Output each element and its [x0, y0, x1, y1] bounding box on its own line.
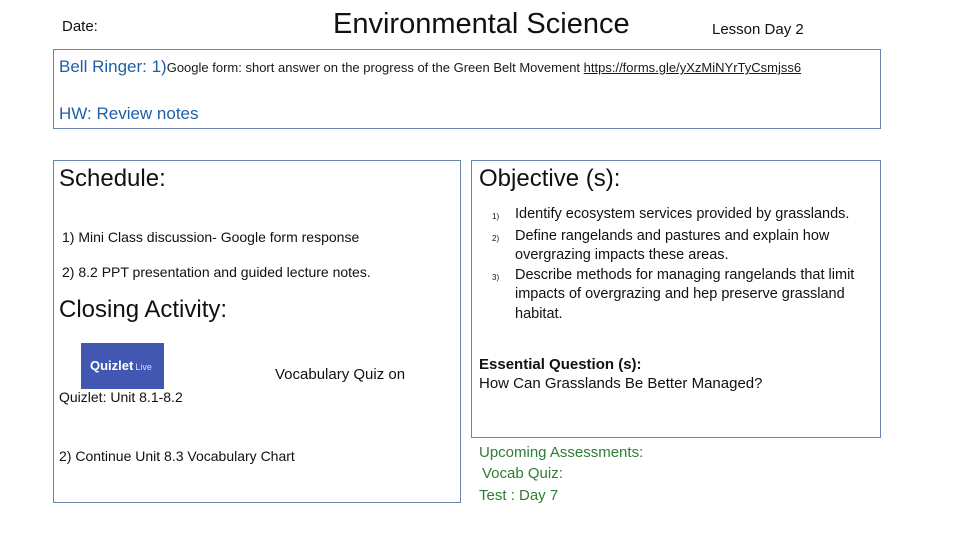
continue-chart-text: 2) Continue Unit 8.3 Vocabulary Chart: [59, 448, 295, 464]
schedule-item: 2) 8.2 PPT presentation and guided lecture notes.: [62, 264, 371, 280]
objective-item: [492, 227, 882, 266]
objectives-title: Objective (s):: [479, 165, 621, 192]
objective-text: Describe methods for managing rangelands that limit impacts of overgrazing and hep preserve grassland habitat.: [515, 266, 855, 322]
objective-number: 2): [492, 233, 500, 243]
quizlet-logo-live: Live: [135, 362, 152, 372]
bell-ringer-number: 1): [146, 57, 167, 76]
bell-ringer: [59, 57, 801, 77]
upcoming-test: Test : Day 7: [479, 487, 559, 504]
objectives-list: [492, 205, 882, 324]
upcoming-assessments-heading: Upcoming Assessments:: [479, 444, 644, 461]
objective-item: [492, 266, 882, 325]
quizlet-logo: [81, 343, 164, 389]
quizlet-unit-text: Quizlet: Unit 8.1-8.2: [59, 389, 183, 405]
lesson-day: Lesson Day 2: [712, 21, 804, 38]
objective-number: 1): [492, 212, 500, 221]
bell-ringer-text: Google form: short answer on the progress of the Green Belt Movement: [166, 60, 584, 75]
homework-text: HW: Review notes: [59, 104, 199, 123]
essential-question-heading: Essential Question (s):: [479, 356, 642, 373]
closing-activity-title: Closing Activity:: [59, 296, 228, 323]
bell-ringer-link[interactable]: https://forms.gle/yXzMiNYrTyCsmjss6: [583, 60, 802, 75]
objective-text: Define rangelands and pastures and explain how overgrazing impacts these areas.: [515, 227, 830, 263]
essential-question-text: How Can Grasslands Be Better Managed?: [479, 375, 763, 392]
page-title: Environmental Science: [333, 8, 630, 40]
objective-text: Identify ecosystem services provided by grasslands.: [515, 206, 850, 222]
schedule-item: 1) Mini Class discussion- Google form response: [62, 229, 360, 245]
upcoming-vocab-quiz: Vocab Quiz:: [482, 465, 563, 482]
objective-number: 3): [492, 272, 500, 282]
date-label: Date:: [62, 18, 98, 35]
bell-ringer-label: Bell Ringer:: [59, 57, 147, 76]
objective-item: [492, 205, 882, 227]
vocab-quiz-text: Vocabulary Quiz on: [275, 366, 406, 383]
quizlet-logo-text: Quizlet: [90, 358, 134, 373]
schedule-title: Schedule:: [59, 165, 166, 192]
